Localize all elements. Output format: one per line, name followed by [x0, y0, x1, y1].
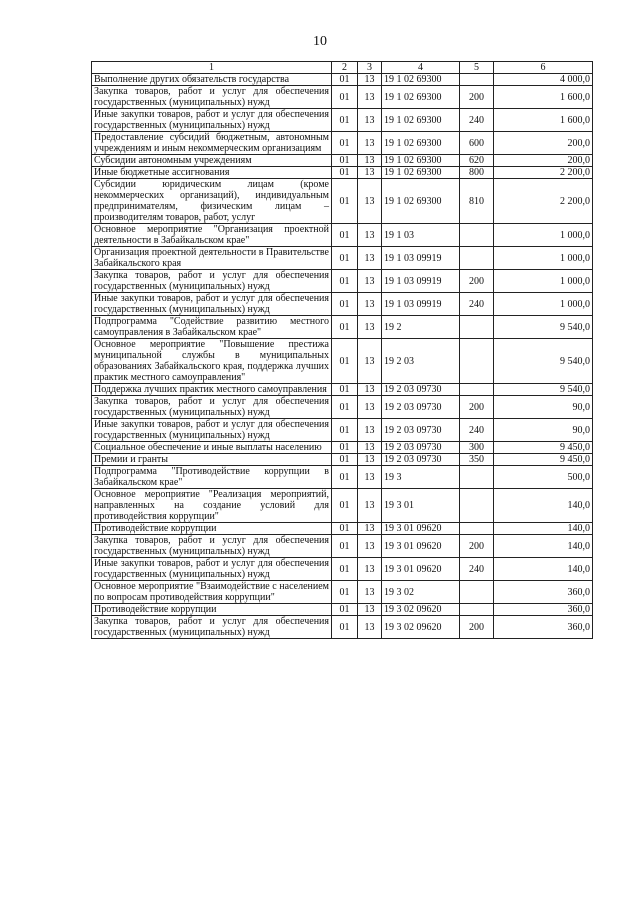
amount-cell: 500,0 — [494, 466, 593, 489]
section-cell: 01 — [332, 616, 358, 639]
table-row — [92, 270, 593, 293]
expense-type-cell — [460, 466, 494, 489]
target-article-cell: 19 2 03 09730 — [382, 442, 460, 454]
target-article-cell: 19 3 01 — [382, 489, 460, 523]
expense-type-cell: 240 — [460, 293, 494, 316]
section-cell: 01 — [332, 247, 358, 270]
table-row — [92, 558, 593, 581]
table-row — [92, 489, 593, 523]
subsection-cell: 13 — [358, 339, 382, 384]
subsection-cell: 13 — [358, 466, 382, 489]
amount-cell: 1 000,0 — [494, 247, 593, 270]
target-article-cell: 19 1 02 69300 — [382, 132, 460, 155]
header-cell-4: 4 — [382, 62, 460, 74]
row-name-cell: Основное мероприятие "Реализация мероприятий, направленных на создание условий для противодействия коррупции" — [92, 489, 332, 523]
section-cell: 01 — [332, 224, 358, 247]
amount-cell: 360,0 — [494, 604, 593, 616]
subsection-cell: 13 — [358, 247, 382, 270]
row-name-cell: Закупка товаров, работ и услуг для обеспечения государственных (муниципальных) нужд — [92, 535, 332, 558]
amount-cell: 1 000,0 — [494, 270, 593, 293]
expense-type-cell — [460, 384, 494, 396]
amount-cell: 9 450,0 — [494, 454, 593, 466]
section-cell: 01 — [332, 270, 358, 293]
expense-type-cell: 200 — [460, 616, 494, 639]
target-article-cell: 19 3 01 09620 — [382, 535, 460, 558]
row-name-cell: Поддержка лучших практик местного самоуправления — [92, 384, 332, 396]
section-cell: 01 — [332, 293, 358, 316]
table-row — [92, 523, 593, 535]
expense-type-cell: 200 — [460, 535, 494, 558]
subsection-cell: 13 — [358, 224, 382, 247]
expense-type-cell: 600 — [460, 132, 494, 155]
row-name-cell: Организация проектной деятельности в Правительстве Забайкальского края — [92, 247, 332, 270]
expense-type-cell: 240 — [460, 419, 494, 442]
row-name-cell: Основное мероприятие "Взаимодействие с населением по вопросам противодействия коррупции" — [92, 581, 332, 604]
row-name-cell: Иные закупки товаров, работ и услуг для обеспечения государственных (муниципальных) нужд — [92, 293, 332, 316]
amount-cell: 9 540,0 — [494, 339, 593, 384]
subsection-cell: 13 — [358, 442, 382, 454]
section-cell: 01 — [332, 581, 358, 604]
target-article-cell: 19 2 03 09730 — [382, 384, 460, 396]
row-name-cell: Субсидии автономным учреждениям — [92, 155, 332, 167]
section-cell: 01 — [332, 86, 358, 109]
subsection-cell: 13 — [358, 179, 382, 224]
row-name-cell: Субсидии юридическим лицам (кроме некоммерческих организаций), индивидуальным предпринимателям, физическим лицам – производителям товаров, работ, услуг — [92, 179, 332, 224]
subsection-cell: 13 — [358, 523, 382, 535]
amount-cell: 1 000,0 — [494, 293, 593, 316]
expense-type-cell — [460, 604, 494, 616]
subsection-cell: 13 — [358, 74, 382, 86]
table-row — [92, 224, 593, 247]
section-cell: 01 — [332, 454, 358, 466]
row-name-cell: Основное мероприятие "Повышение престижа муниципальной службы в муниципальных образованиях Забайкальского края, поддержка лучших практик местного самоуправления" — [92, 339, 332, 384]
header-cell-3: 3 — [358, 62, 382, 74]
subsection-cell: 13 — [358, 293, 382, 316]
amount-cell: 2 200,0 — [494, 167, 593, 179]
target-article-cell: 19 3 02 09620 — [382, 604, 460, 616]
section-cell: 01 — [332, 74, 358, 86]
section-cell: 01 — [332, 167, 358, 179]
target-article-cell: 19 2 03 09730 — [382, 396, 460, 419]
expense-type-cell — [460, 523, 494, 535]
subsection-cell: 13 — [358, 489, 382, 523]
target-article-cell: 19 3 02 — [382, 581, 460, 604]
table-body — [92, 74, 593, 639]
target-article-cell: 19 1 03 09919 — [382, 247, 460, 270]
target-article-cell: 19 1 03 09919 — [382, 270, 460, 293]
amount-cell: 9 540,0 — [494, 316, 593, 339]
subsection-cell: 13 — [358, 167, 382, 179]
header-cell-6: 6 — [494, 62, 593, 74]
row-name-cell: Предоставление субсидий бюджетным, автономным учреждениям и иным некоммерческим организациям — [92, 132, 332, 155]
table-row — [92, 293, 593, 316]
table-row — [92, 604, 593, 616]
table-row — [92, 581, 593, 604]
table-row — [92, 247, 593, 270]
target-article-cell: 19 3 01 09620 — [382, 558, 460, 581]
expense-type-cell: 300 — [460, 442, 494, 454]
row-name-cell: Противодействие коррупции — [92, 604, 332, 616]
amount-cell: 9 540,0 — [494, 384, 593, 396]
section-cell: 01 — [332, 466, 358, 489]
amount-cell: 1 600,0 — [494, 109, 593, 132]
expense-type-cell — [460, 224, 494, 247]
target-article-cell: 19 1 02 69300 — [382, 86, 460, 109]
expense-type-cell: 620 — [460, 155, 494, 167]
subsection-cell: 13 — [358, 558, 382, 581]
target-article-cell: 19 1 02 69300 — [382, 179, 460, 224]
subsection-cell: 13 — [358, 86, 382, 109]
amount-cell: 200,0 — [494, 155, 593, 167]
row-name-cell: Премии и гранты — [92, 454, 332, 466]
section-cell: 01 — [332, 419, 358, 442]
subsection-cell: 13 — [358, 604, 382, 616]
section-cell: 01 — [332, 109, 358, 132]
section-cell: 01 — [332, 523, 358, 535]
amount-cell: 1 000,0 — [494, 224, 593, 247]
table-row — [92, 384, 593, 396]
target-article-cell: 19 3 — [382, 466, 460, 489]
section-cell: 01 — [332, 179, 358, 224]
expense-type-cell — [460, 247, 494, 270]
expense-type-cell — [460, 316, 494, 339]
section-cell: 01 — [332, 316, 358, 339]
subsection-cell: 13 — [358, 396, 382, 419]
row-name-cell: Закупка товаров, работ и услуг для обеспечения государственных (муниципальных) нужд — [92, 396, 332, 419]
table-row — [92, 167, 593, 179]
table-row — [92, 132, 593, 155]
row-name-cell: Закупка товаров, работ и услуг для обеспечения государственных (муниципальных) нужд — [92, 86, 332, 109]
table-row — [92, 466, 593, 489]
amount-cell: 200,0 — [494, 132, 593, 155]
amount-cell: 140,0 — [494, 523, 593, 535]
row-name-cell: Закупка товаров, работ и услуг для обеспечения государственных (муниципальных) нужд — [92, 270, 332, 293]
target-article-cell: 19 3 01 09620 — [382, 523, 460, 535]
amount-cell: 360,0 — [494, 581, 593, 604]
row-name-cell: Иные закупки товаров, работ и услуг для обеспечения государственных (муниципальных) нужд — [92, 419, 332, 442]
amount-cell: 1 600,0 — [494, 86, 593, 109]
amount-cell: 140,0 — [494, 489, 593, 523]
section-cell: 01 — [332, 535, 358, 558]
row-name-cell: Социальное обеспечение и иные выплаты населению — [92, 442, 332, 454]
section-cell: 01 — [332, 339, 358, 384]
section-cell: 01 — [332, 558, 358, 581]
expense-type-cell: 810 — [460, 179, 494, 224]
section-cell: 01 — [332, 604, 358, 616]
header-cell-1: 1 — [92, 62, 332, 74]
expense-type-cell — [460, 489, 494, 523]
target-article-cell: 19 1 02 69300 — [382, 74, 460, 86]
table-row — [92, 419, 593, 442]
expense-type-cell: 200 — [460, 86, 494, 109]
section-cell: 01 — [332, 489, 358, 523]
target-article-cell: 19 1 03 — [382, 224, 460, 247]
table-row — [92, 179, 593, 224]
table-row — [92, 109, 593, 132]
table-row — [92, 339, 593, 384]
subsection-cell: 13 — [358, 316, 382, 339]
subsection-cell: 13 — [358, 270, 382, 293]
subsection-cell: 13 — [358, 132, 382, 155]
row-name-cell: Закупка товаров, работ и услуг для обеспечения государственных (муниципальных) нужд — [92, 616, 332, 639]
table-row — [92, 316, 593, 339]
expense-type-cell: 800 — [460, 167, 494, 179]
expense-type-cell — [460, 74, 494, 86]
subsection-cell: 13 — [358, 535, 382, 558]
section-cell: 01 — [332, 132, 358, 155]
amount-cell: 140,0 — [494, 535, 593, 558]
amount-cell: 140,0 — [494, 558, 593, 581]
table-row — [92, 454, 593, 466]
table-row — [92, 535, 593, 558]
amount-cell: 9 450,0 — [494, 442, 593, 454]
subsection-cell: 13 — [358, 581, 382, 604]
expense-type-cell: 240 — [460, 109, 494, 132]
expense-type-cell — [460, 339, 494, 384]
table-row — [92, 86, 593, 109]
header-cell-2: 2 — [332, 62, 358, 74]
section-cell: 01 — [332, 155, 358, 167]
subsection-cell: 13 — [358, 155, 382, 167]
target-article-cell: 19 1 03 09919 — [382, 293, 460, 316]
subsection-cell: 13 — [358, 109, 382, 132]
expense-type-cell: 240 — [460, 558, 494, 581]
table-header — [92, 62, 593, 74]
amount-cell: 360,0 — [494, 616, 593, 639]
target-article-cell: 19 2 03 09730 — [382, 419, 460, 442]
subsection-cell: 13 — [358, 384, 382, 396]
section-cell: 01 — [332, 442, 358, 454]
page-number: 10 — [313, 34, 327, 49]
table-row — [92, 396, 593, 419]
amount-cell: 90,0 — [494, 419, 593, 442]
row-name-cell: Иные бюджетные ассигнования — [92, 167, 332, 179]
amount-cell: 4 000,0 — [494, 74, 593, 86]
row-name-cell: Подпрограмма "Содействие развитию местного самоуправления в Забайкальском крае" — [92, 316, 332, 339]
table-row — [92, 74, 593, 86]
row-name-cell: Основное мероприятие "Организация проектной деятельности в Забайкальском крае" — [92, 224, 332, 247]
amount-cell: 90,0 — [494, 396, 593, 419]
row-name-cell: Выполнение других обязательств государства — [92, 74, 332, 86]
expense-type-cell — [460, 581, 494, 604]
target-article-cell: 19 1 02 69300 — [382, 167, 460, 179]
table-row — [92, 616, 593, 639]
subsection-cell: 13 — [358, 616, 382, 639]
row-name-cell: Подпрограмма "Противодействие коррупции в Забайкальском крае" — [92, 466, 332, 489]
subsection-cell: 13 — [358, 419, 382, 442]
expense-type-cell: 350 — [460, 454, 494, 466]
header-row — [92, 62, 593, 74]
subsection-cell: 13 — [358, 454, 382, 466]
header-cell-5: 5 — [460, 62, 494, 74]
table-row — [92, 442, 593, 454]
amount-cell: 2 200,0 — [494, 179, 593, 224]
target-article-cell: 19 2 03 — [382, 339, 460, 384]
target-article-cell: 19 2 03 09730 — [382, 454, 460, 466]
expense-type-cell: 200 — [460, 396, 494, 419]
target-article-cell: 19 1 02 69300 — [382, 109, 460, 132]
table-row — [92, 155, 593, 167]
expense-type-cell: 200 — [460, 270, 494, 293]
target-article-cell: 19 3 02 09620 — [382, 616, 460, 639]
target-article-cell: 19 1 02 69300 — [382, 155, 460, 167]
target-article-cell: 19 2 — [382, 316, 460, 339]
row-name-cell: Иные закупки товаров, работ и услуг для обеспечения государственных (муниципальных) нужд — [92, 109, 332, 132]
budget-table — [91, 61, 593, 639]
row-name-cell: Иные закупки товаров, работ и услуг для обеспечения государственных (муниципальных) нужд — [92, 558, 332, 581]
row-name-cell: Противодействие коррупции — [92, 523, 332, 535]
section-cell: 01 — [332, 384, 358, 396]
section-cell: 01 — [332, 396, 358, 419]
